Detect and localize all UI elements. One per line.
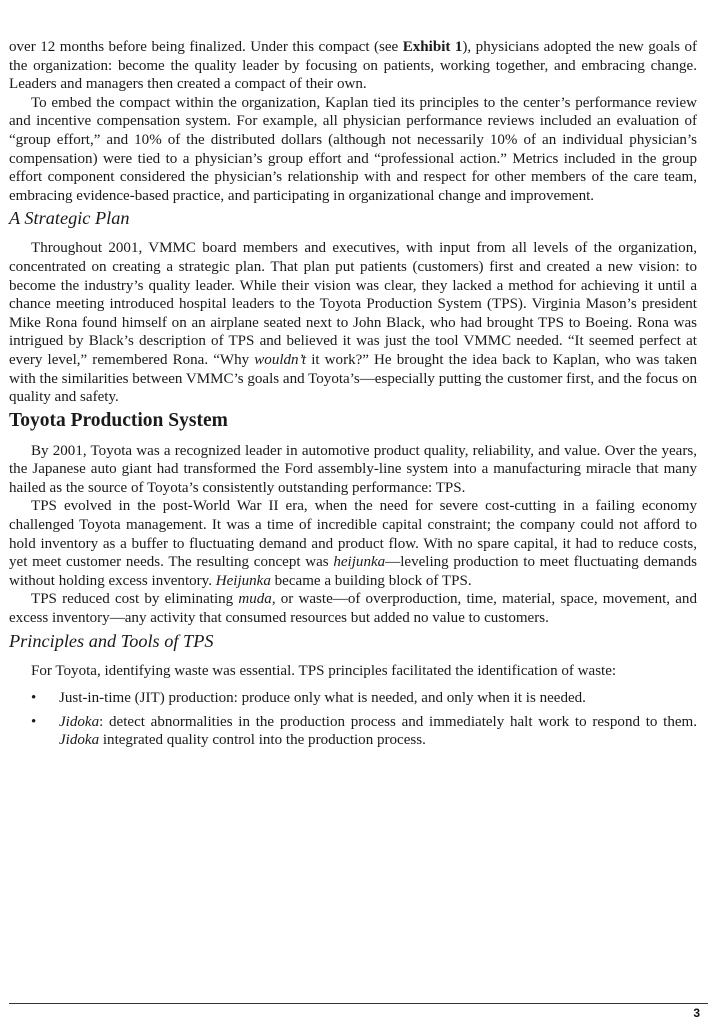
bullet-icon: • — [31, 713, 37, 730]
paragraph-muda: TPS reduced cost by eliminating muda, or waste—of overproduction, time, material, space, movement, and excess inventory—any activity that consumed resources but added no value to customers. — [9, 591, 697, 627]
paragraph-compensation: To embed the compact within the organization, Kaplan tied its principles to the center’s performance review and incentive compensation system. For example, all physician performance reviews included an evaluation of “group effort,” and 10% of the distributed dollars (although not necessarily 10% of an individual physician’s compensation) were tied to a physician’s group effort and “professional action.” Metrics included in the group effort component considered the physician’s relationship with and respect for other members of the care team, embracing evidence-based practice, and participating in organizational change and improvement. — [9, 94, 697, 204]
document-page — [9, 38, 697, 755]
page-number: 3 — [693, 1006, 700, 1020]
exhibit-reference: Exhibit 1 — [402, 39, 463, 55]
list-item: • Jidoka: detect abnormalities in the production process and immediately halt work to respond to them. Jidoka integrated quality control into the production process. — [31, 713, 697, 749]
bullet-icon: • — [31, 690, 37, 707]
heading-principles-tools: Principles and Tools of TPS — [9, 630, 214, 651]
paragraph-tps-evolution: TPS evolved in the post-World War II era, when the need for severe cost-cutting in a failing economy challenged Toyota management. It was a time of incredible capital constraint; the company could not afford to hold inventory as a buffer to fluctuating demand and product flow. With no spare capital, it had to reduce costs, yet meet customer needs. The resulting concept was heijunka—leveling production to meet fluctuating demands without holding excess inventory. Heijunka became a building block of TPS. — [9, 498, 697, 589]
paragraph-identifying-waste: For Toyota, identifying waste was essential. TPS principles facilitated the identification of waste: — [31, 662, 617, 679]
heading-strategic-plan: A Strategic Plan — [9, 208, 130, 229]
paragraph-toyota-leader: By 2001, Toyota was a recognized leader in automotive product quality, reliability, and value. Over the years, the Japanese auto giant had transformed the Ford assembly-line system into a manufacturing miracle that many hailed as the source of Toyota’s consistently outstanding performance: TPS. — [9, 442, 697, 496]
footer-divider — [9, 1003, 708, 1004]
paragraph-compact-goals: over 12 months before being finalized. Under this compact (see Exhibit 1), physicians adopted the new goals of the organization: become the quality leader by focusing on patients, working together, and embracing change. Leaders and managers then created a compact of their own. — [9, 39, 698, 93]
list-item: • Just-in-time (JIT) production: produce only what is needed, and only when it is needed. — [31, 690, 586, 707]
heading-toyota-production-system: Toyota Production System — [9, 409, 228, 431]
principles-list — [9, 689, 697, 750]
paragraph-strategic-plan: Throughout 2001, VMMC board members and executives, with input from all levels of the organization, concentrated on creating a strategic plan. That plan put patients (customers) first and created a new vision: to become the industry’s quality leader. While their vision was clear, they lacked a method for achieving it until a chance meeting introduced hospital leaders to the Toyota Production System (TPS). Virginia Mason’s president Mike Rona found himself on an airplane seated next to John Black, who had brought TPS to Boeing. Rona was intrigued by Black’s description of TPS and believed it was just the tool VMMC needed. “It seemed perfect at every level,” remembered Rona. “Why wouldn’t it work?” He brought the idea back to Kaplan, who was taken with the similarities between VMMC’s goals and Toyota’s—especially putting the customer first, and the focus on quality and safety. — [9, 240, 697, 406]
